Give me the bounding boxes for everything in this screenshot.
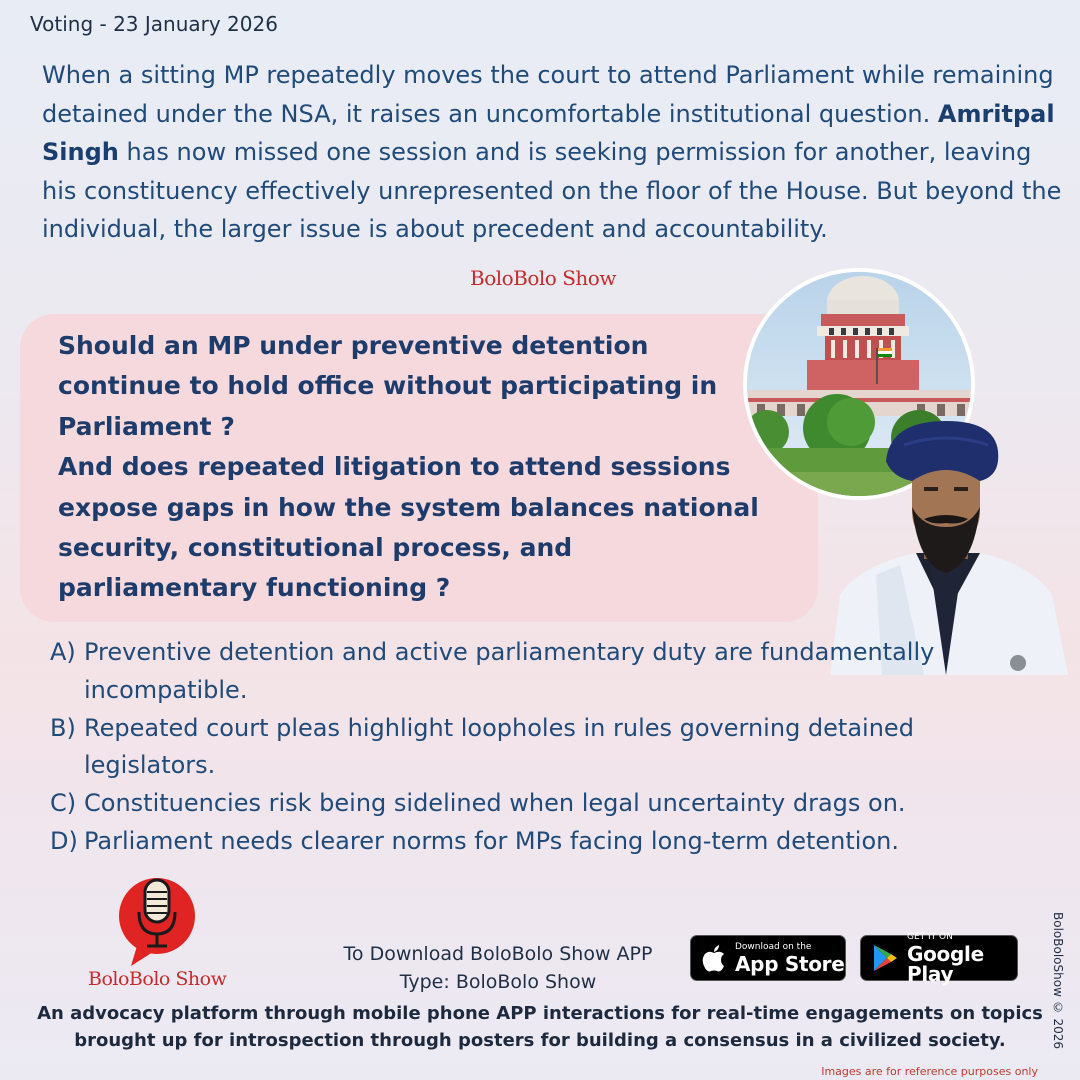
logo-wordmark: BoloBolo Show xyxy=(88,968,227,990)
app-store-small: Download on the xyxy=(735,941,812,952)
option-a[interactable] xyxy=(50,634,1010,710)
download-line-2: Type: BoloBolo Show xyxy=(399,971,597,993)
option-b[interactable] xyxy=(50,710,1010,786)
google-play-button[interactable] xyxy=(860,931,1018,986)
option-text: Preventive detention and active parliamentary duty are fundamentally incompatible. xyxy=(84,638,935,704)
option-key: B) xyxy=(50,713,76,742)
option-d[interactable] xyxy=(50,823,1010,861)
download-line-1: To Download BoloBolo Show APP xyxy=(343,943,653,965)
apple-icon xyxy=(701,943,727,973)
play-icon xyxy=(871,943,899,973)
app-store-button[interactable] xyxy=(690,935,846,981)
microphone-icon xyxy=(115,872,205,972)
disclaimer-text: Images are for reference purposes only xyxy=(821,1065,1038,1078)
copyright-text: BoloBoloShow © 2026 xyxy=(1051,912,1065,1050)
option-key: D) xyxy=(50,826,78,855)
options-list xyxy=(50,634,1010,861)
option-text: Constituencies risk being sidelined when legal uncertainty drags on. xyxy=(84,789,906,818)
intro-paragraph xyxy=(42,56,1062,249)
intro-bold-name: Amritpal Singh xyxy=(42,99,1055,166)
google-play-small: GET IT ON xyxy=(907,931,953,942)
question-line-1: Should an MP under preventive detention continue to hold office without participating in Parliament ? xyxy=(58,331,718,441)
option-text: Parliament needs clearer norms for MPs facing long-term detention. xyxy=(84,826,899,855)
option-c[interactable] xyxy=(50,785,1010,823)
google-play-label: Google Play xyxy=(907,941,984,986)
question-text xyxy=(58,326,778,609)
question-line-2: And does repeated litigation to attend sessions expose gaps in how the system balances national security, constitutional process, and parliamentary functioning ? xyxy=(58,452,759,603)
brand-watermark: BoloBolo Show xyxy=(470,266,616,290)
intro-text-1: When a sitting MP repeatedly moves the court to attend Parliament while remaining detained under the NSA, it raises an uncomfortable institutional question. xyxy=(42,61,1054,128)
app-store-label: App Store xyxy=(735,951,845,976)
date-label: Voting - 23 January 2026 xyxy=(30,12,278,36)
download-instructions xyxy=(330,940,666,996)
option-key: A) xyxy=(50,638,76,666)
option-key: C) xyxy=(50,789,77,818)
option-text: Repeated court pleas highlight loopholes in rules governing detained legislators. xyxy=(84,713,914,780)
intro-text-2: has now missed one session and is seeking permission for another, leaving his constituency effectively unrepresented on the floor of the House. But beyond the individual, the larger issue is about precedent and accountability. xyxy=(42,138,1062,243)
footer-tagline: An advocacy platform through mobile phone APP interactions for real-time engagements on topics brought up for introspection through posters for building a consensus in a civilized society. xyxy=(37,1003,1043,1051)
